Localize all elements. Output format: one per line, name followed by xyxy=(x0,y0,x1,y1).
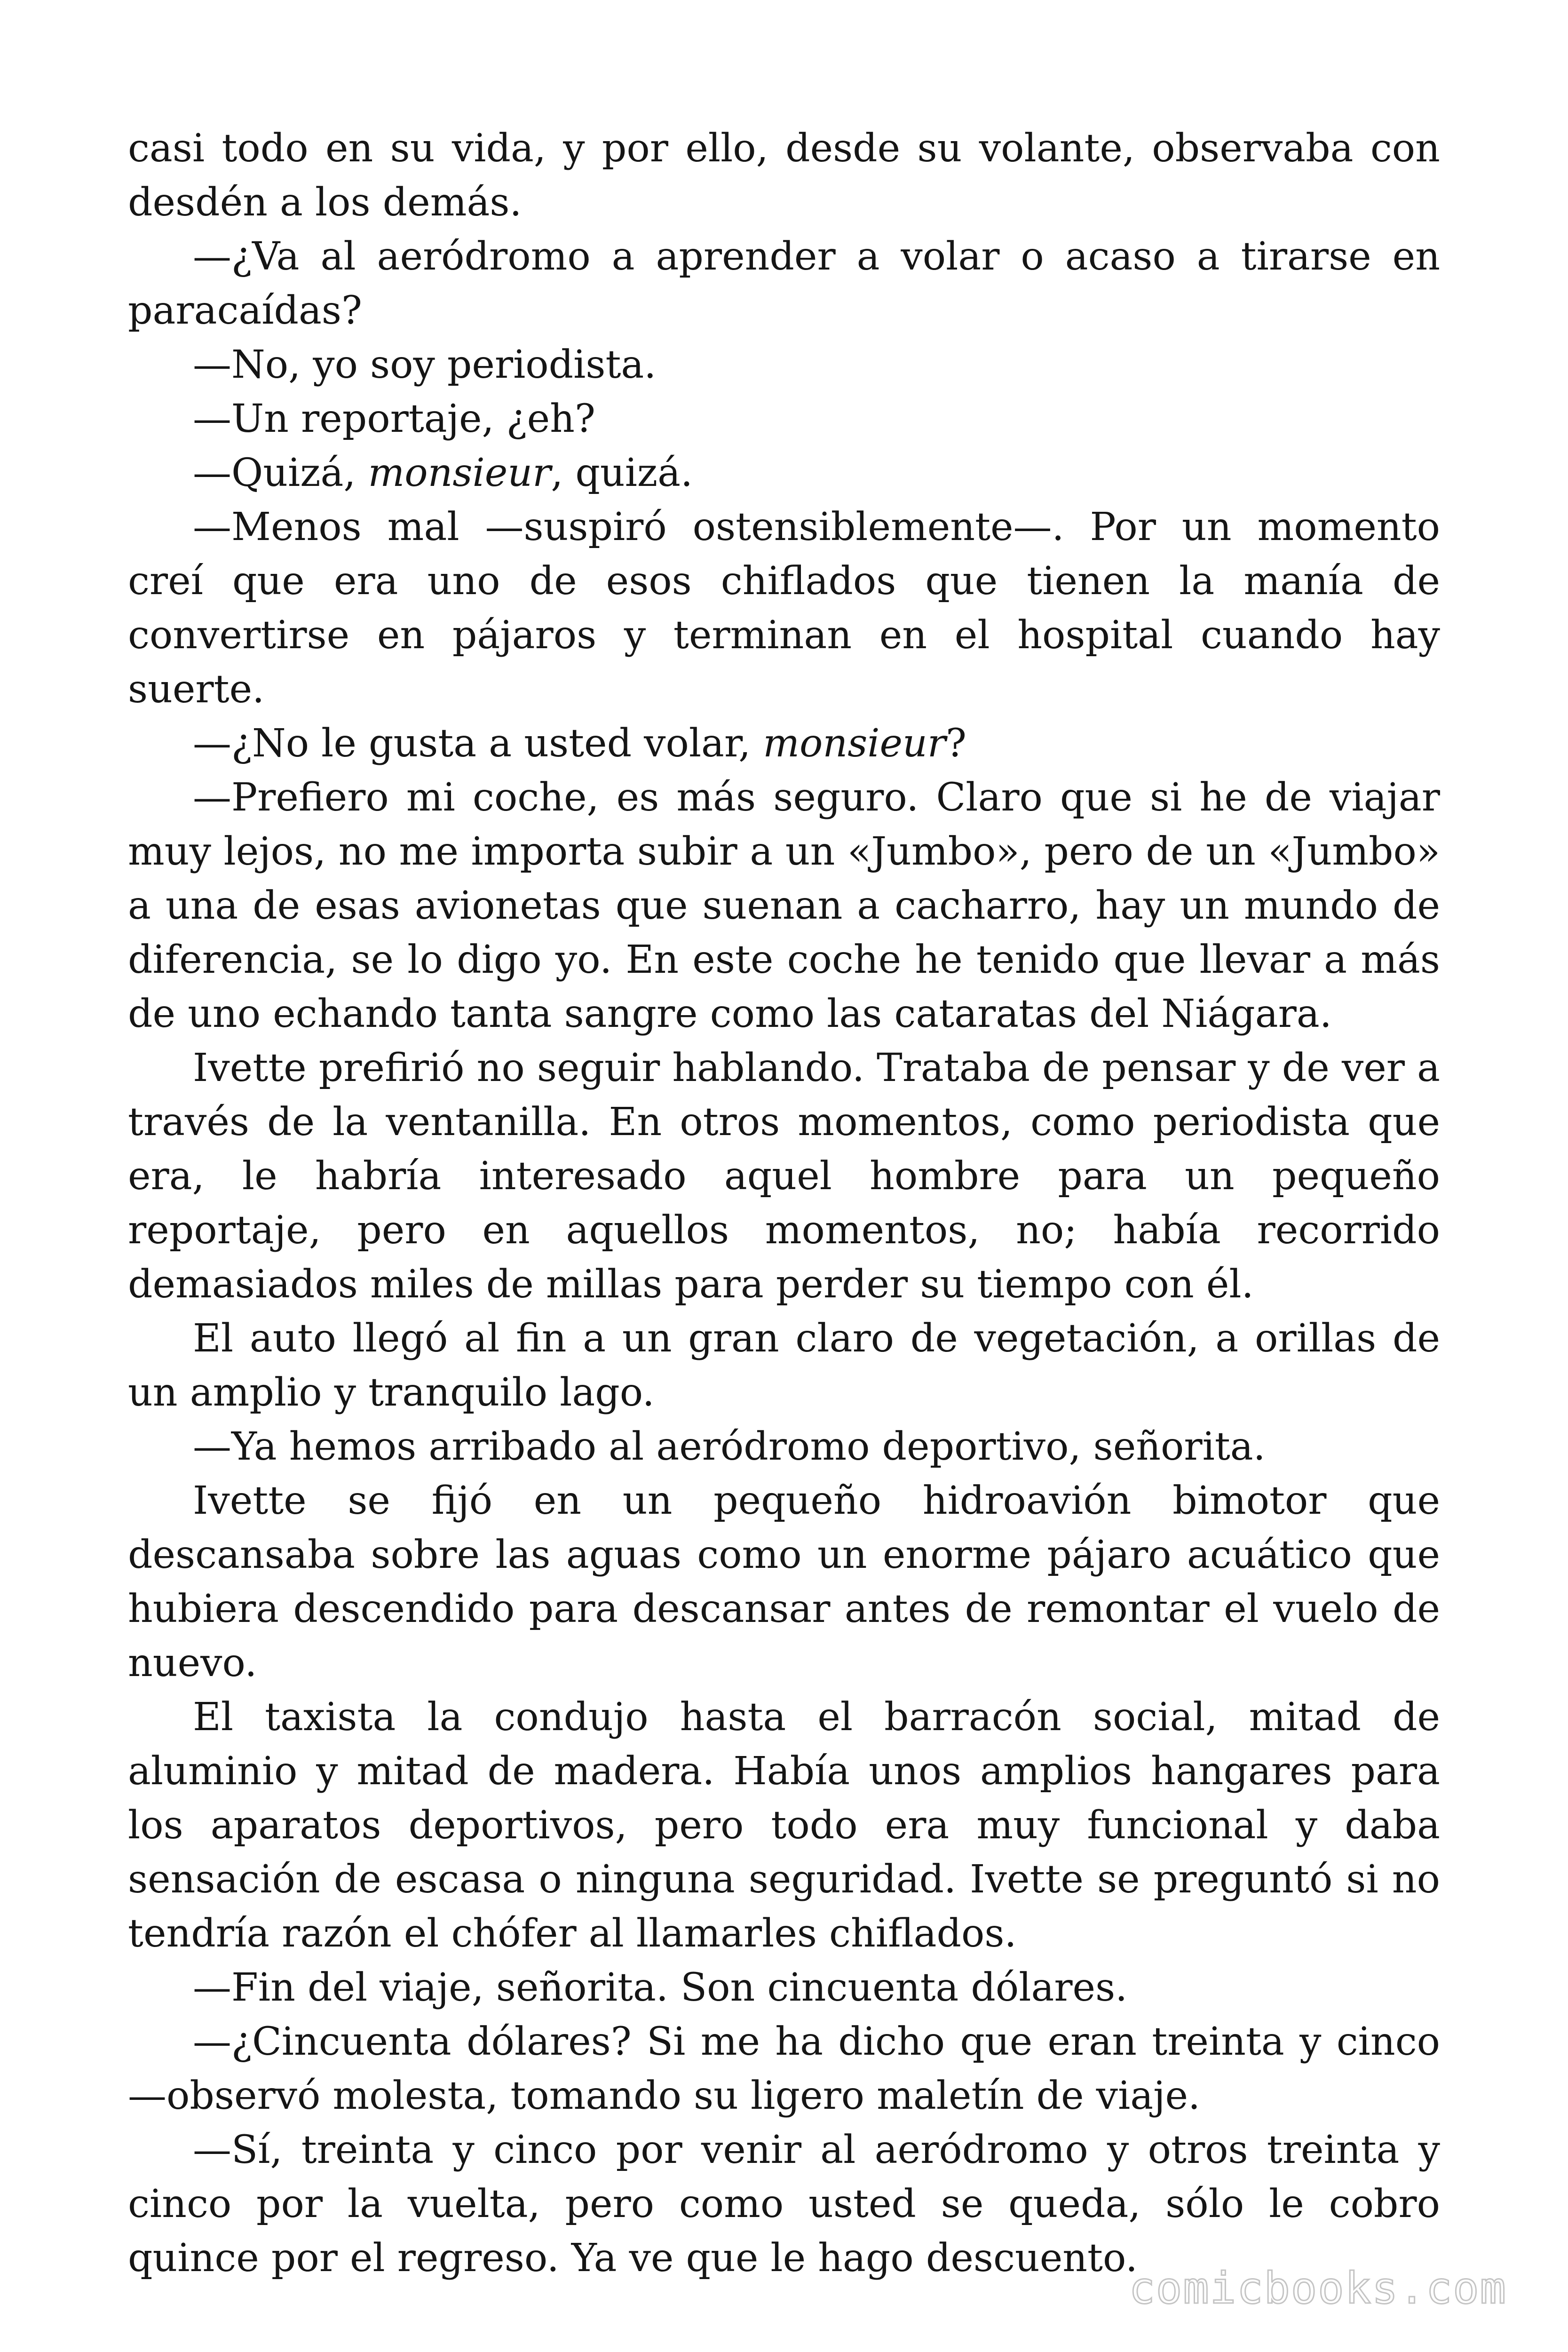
text-segment: —No, yo soy periodista. xyxy=(193,342,657,387)
paragraph xyxy=(128,2015,1440,2123)
text-segment: —Menos mal —suspiró ostensiblemente—. Por un momento creí que era uno de esos chiflados que tienen la manía de convertirse en pájaros y terminan en el hospital cuando hay suerte. xyxy=(128,505,1440,712)
paragraph xyxy=(128,1420,1440,1474)
text-segment: —Prefiero mi coche, es más seguro. Claro que si he de viajar muy lejos, no me importa subir a un «Jumbo», pero de un «Jumbo» a una de esas avionetas que suenan a cacharro, hay un mundo de diferencia, se lo digo yo. En este coche he tenido que llevar a más de uno echando tanta sangre como las cataratas del Niágara. xyxy=(128,775,1440,1036)
paragraph xyxy=(128,1961,1440,2015)
text-segment: El taxista la condujo hasta el barracón social, mitad de aluminio y mitad de madera. Había unos amplios hangares para los aparatos deportivos, pero todo era muy funcional y daba sensación de escasa o ninguna seguridad. Ivette se preguntó si no tendría razón el chófer al llamarles chiflados. xyxy=(128,1695,1440,1956)
paragraph xyxy=(128,771,1440,1041)
text-segment: , quizá. xyxy=(551,451,693,495)
text-segment: —Quizá, xyxy=(193,451,368,495)
paragraph-continued xyxy=(128,121,1440,230)
page-text xyxy=(128,121,1440,2285)
paragraph xyxy=(128,716,1440,771)
text-segment: —Sí, treinta y cinco por venir al aeródromo y otros treinta y cinco por la vuelta, pero como usted se queda, sólo le cobro quince por el regreso. Ya ve que le hago descuento. xyxy=(128,2128,1440,2280)
text-segment: —Fin del viaje, señorita. Son cincuenta dólares. xyxy=(193,1965,1128,2010)
text-segment: —Ya hemos arribado al aeródromo deportivo, señorita. xyxy=(193,1424,1266,1469)
text-segment: —¿Va al aeródromo a aprender a volar o acaso a tirarse en paracaídas? xyxy=(128,234,1440,333)
watermark: comicbooks.com xyxy=(1129,2263,1507,2313)
text-segment: Ivette prefirió no seguir hablando. Trataba de pensar y de ver a través de la ventanilla. En otros momentos, como periodista que era, le habría interesado aquel hombre para un pequeño reportaje, pero en aquellos momentos, no; había recorrido demasiados miles de millas para perder su tiempo con él. xyxy=(128,1046,1440,1307)
paragraph xyxy=(128,2123,1440,2285)
paragraph xyxy=(128,338,1440,392)
text-segment: —¿Cincuenta dólares? Si me ha dicho que eran treinta y cinco —observó molesta, tomando su ligero maletín de viaje. xyxy=(128,2019,1440,2118)
text-segment: ? xyxy=(946,721,967,766)
paragraph xyxy=(128,446,1440,500)
paragraph xyxy=(128,392,1440,446)
paragraph xyxy=(128,230,1440,338)
italic-text: monsieur xyxy=(763,721,946,766)
italic-text: monsieur xyxy=(368,451,551,495)
text-segment: —Un reportaje, ¿eh? xyxy=(193,397,595,441)
paragraph xyxy=(128,500,1440,716)
paragraph xyxy=(128,1474,1440,1690)
text-segment: El auto llegó al fin a un gran claro de vegetación, a orillas de un amplio y tranquilo lago. xyxy=(128,1316,1440,1415)
text-segment: casi todo en su vida, y por ello, desde su volante, observaba con desdén a los demás. xyxy=(128,126,1440,225)
text-segment: Ivette se fijó en un pequeño hidroavión bimotor que descansaba sobre las aguas como un enorme pájaro acuático que hubiera descendido para descansar antes de remontar el vuelo de nuevo. xyxy=(128,1478,1440,1685)
paragraph xyxy=(128,1311,1440,1420)
paragraph xyxy=(128,1690,1440,1961)
text-segment: —¿No le gusta a usted volar, xyxy=(193,721,763,766)
paragraph xyxy=(128,1041,1440,1311)
